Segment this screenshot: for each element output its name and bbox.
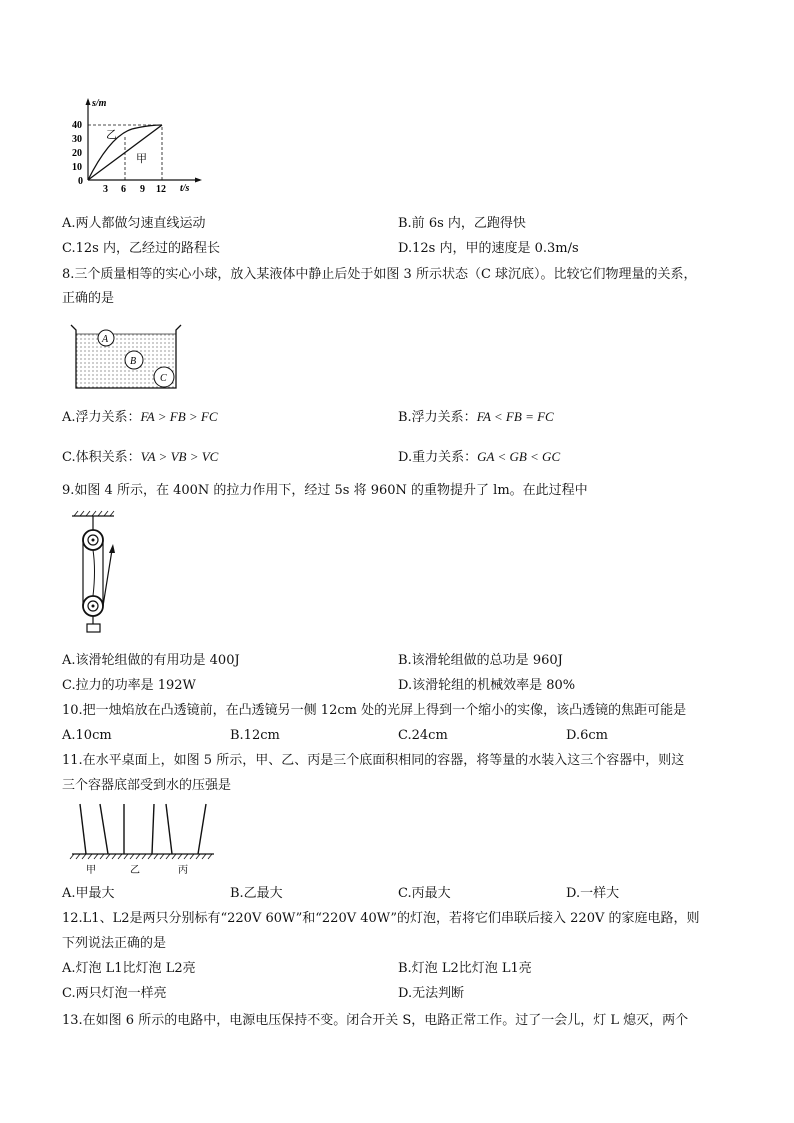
- svg-text:9: 9: [140, 184, 145, 195]
- q9-option-b: B.该滑轮组做的总功是 960J: [398, 653, 563, 668]
- container-jia-left: [80, 804, 86, 854]
- svg-text:3: 3: [103, 184, 108, 195]
- q10-option-d: D.6cm: [566, 728, 608, 743]
- svg-text:10: 10: [72, 162, 82, 173]
- q12-stem-line2: 下列说法正确的是: [62, 936, 167, 951]
- pulley-figure: [66, 510, 126, 640]
- svg-text:0: 0: [78, 176, 83, 187]
- q11-option-d: D.一样大: [566, 886, 620, 901]
- containers-figure: [68, 802, 218, 880]
- container-yi-right: [152, 804, 154, 854]
- svg-text:B: B: [130, 356, 137, 367]
- q7-option-a: A.两人都做匀速直线运动: [62, 216, 206, 231]
- s-t-graph: [70, 96, 210, 196]
- q12-stem-line1: 12.L1、L2是两只分别标有“220V 60W”和“220V 40W”的灯泡，若将它们串联后接入 220V 的家庭电路，则: [62, 911, 700, 926]
- svg-text:12: 12: [156, 184, 166, 195]
- q11-option-c: C.丙最大: [398, 886, 451, 901]
- svg-text:C: C: [160, 373, 167, 384]
- svg-text:40: 40: [72, 120, 82, 131]
- q9-option-d: D.该滑轮组的机械效率是 80%: [398, 678, 576, 693]
- q12-option-c: C.两只灯泡一样亮: [62, 986, 167, 1001]
- q9-stem: 9.如图 4 所示，在 400N 的拉力作用下，经过 5s 将 960N 的重物提升了 lm。在此过程中: [62, 483, 588, 498]
- q10-option-b: B.12cm: [230, 728, 280, 743]
- q13-stem: 13.在如图 6 所示的电路中，电源电压保持不变。闭合开关 S，电路正常工作。过了一会儿，灯 L 熄灭，两个: [62, 1013, 689, 1028]
- q8-option-c: C.体积关系：VA > VB > VC: [62, 449, 219, 465]
- svg-text:乙: 乙: [130, 865, 140, 876]
- q11-stem-line1: 11.在水平桌面上，如图 5 所示，甲、乙、丙是三个底面积相同的容器，将等量的水装入这三个容器中，则这: [62, 753, 685, 768]
- q8-stem-line2: 正确的是: [62, 291, 115, 306]
- q9-option-a: A.该滑轮组做的有用功是 400J: [62, 653, 240, 668]
- q8-option-b: B.浮力关系：FA < FB = FC: [398, 409, 554, 425]
- container-jia-right: [100, 804, 108, 854]
- svg-text:6: 6: [121, 184, 126, 195]
- container-bing-right: [198, 804, 206, 854]
- q12-option-a: A.灯泡 L1比灯泡 L2亮: [62, 961, 196, 976]
- svg-text:30: 30: [72, 134, 82, 145]
- svg-text:甲: 甲: [86, 865, 96, 876]
- q7-option-d: D.12s 内，甲的速度是 0.3m/s: [398, 241, 579, 256]
- curve-label-jia: 甲: [136, 153, 147, 165]
- q12-option-b: B.灯泡 L2比灯泡 L1亮: [398, 961, 532, 976]
- q7-option-b: B.前 6s 内，乙跑得快: [398, 216, 526, 231]
- q10-stem: 10.把一烛焰放在凸透镜前，在凸透镜另一侧 12cm 处的光屏上得到一个缩小的实像，该凸透镜的焦距可能是: [62, 703, 687, 718]
- q11-stem-line2: 三个容器底部受到水的压强是: [62, 778, 232, 793]
- q7-option-c: C.12s 内，乙经过的路程长: [62, 241, 220, 256]
- q12-option-d: D.无法判断: [398, 986, 465, 1001]
- q9-option-c: C.拉力的功率是 192W: [62, 678, 196, 693]
- q8-stem-line1: 8.三个质量相等的实心小球，放入某液体中静止后处于如图 3 所示状态（C 球沉底）。比较它们物理量的关系，: [62, 267, 697, 282]
- svg-text:丙: 丙: [178, 865, 188, 876]
- x-axis-label: t/s: [180, 183, 190, 194]
- q11-option-b: B.乙最大: [230, 886, 283, 901]
- q11-option-a: A.甲最大: [62, 886, 115, 901]
- liquid-container-figure: [68, 322, 186, 392]
- q8-option-d: D.重力关系：GA < GB < GC: [398, 449, 561, 465]
- q10-option-c: C.24cm: [398, 728, 448, 743]
- q10-option-a: A.10cm: [62, 728, 112, 743]
- y-axis-label: s/m: [92, 98, 107, 109]
- line-jia: [88, 125, 162, 180]
- q8-option-a: A.浮力关系：FA > FB > FC: [62, 409, 218, 425]
- svg-text:20: 20: [72, 148, 82, 159]
- curve-label-yi: 乙: [106, 129, 117, 141]
- svg-text:A: A: [102, 334, 109, 345]
- container-bing-left: [166, 804, 172, 854]
